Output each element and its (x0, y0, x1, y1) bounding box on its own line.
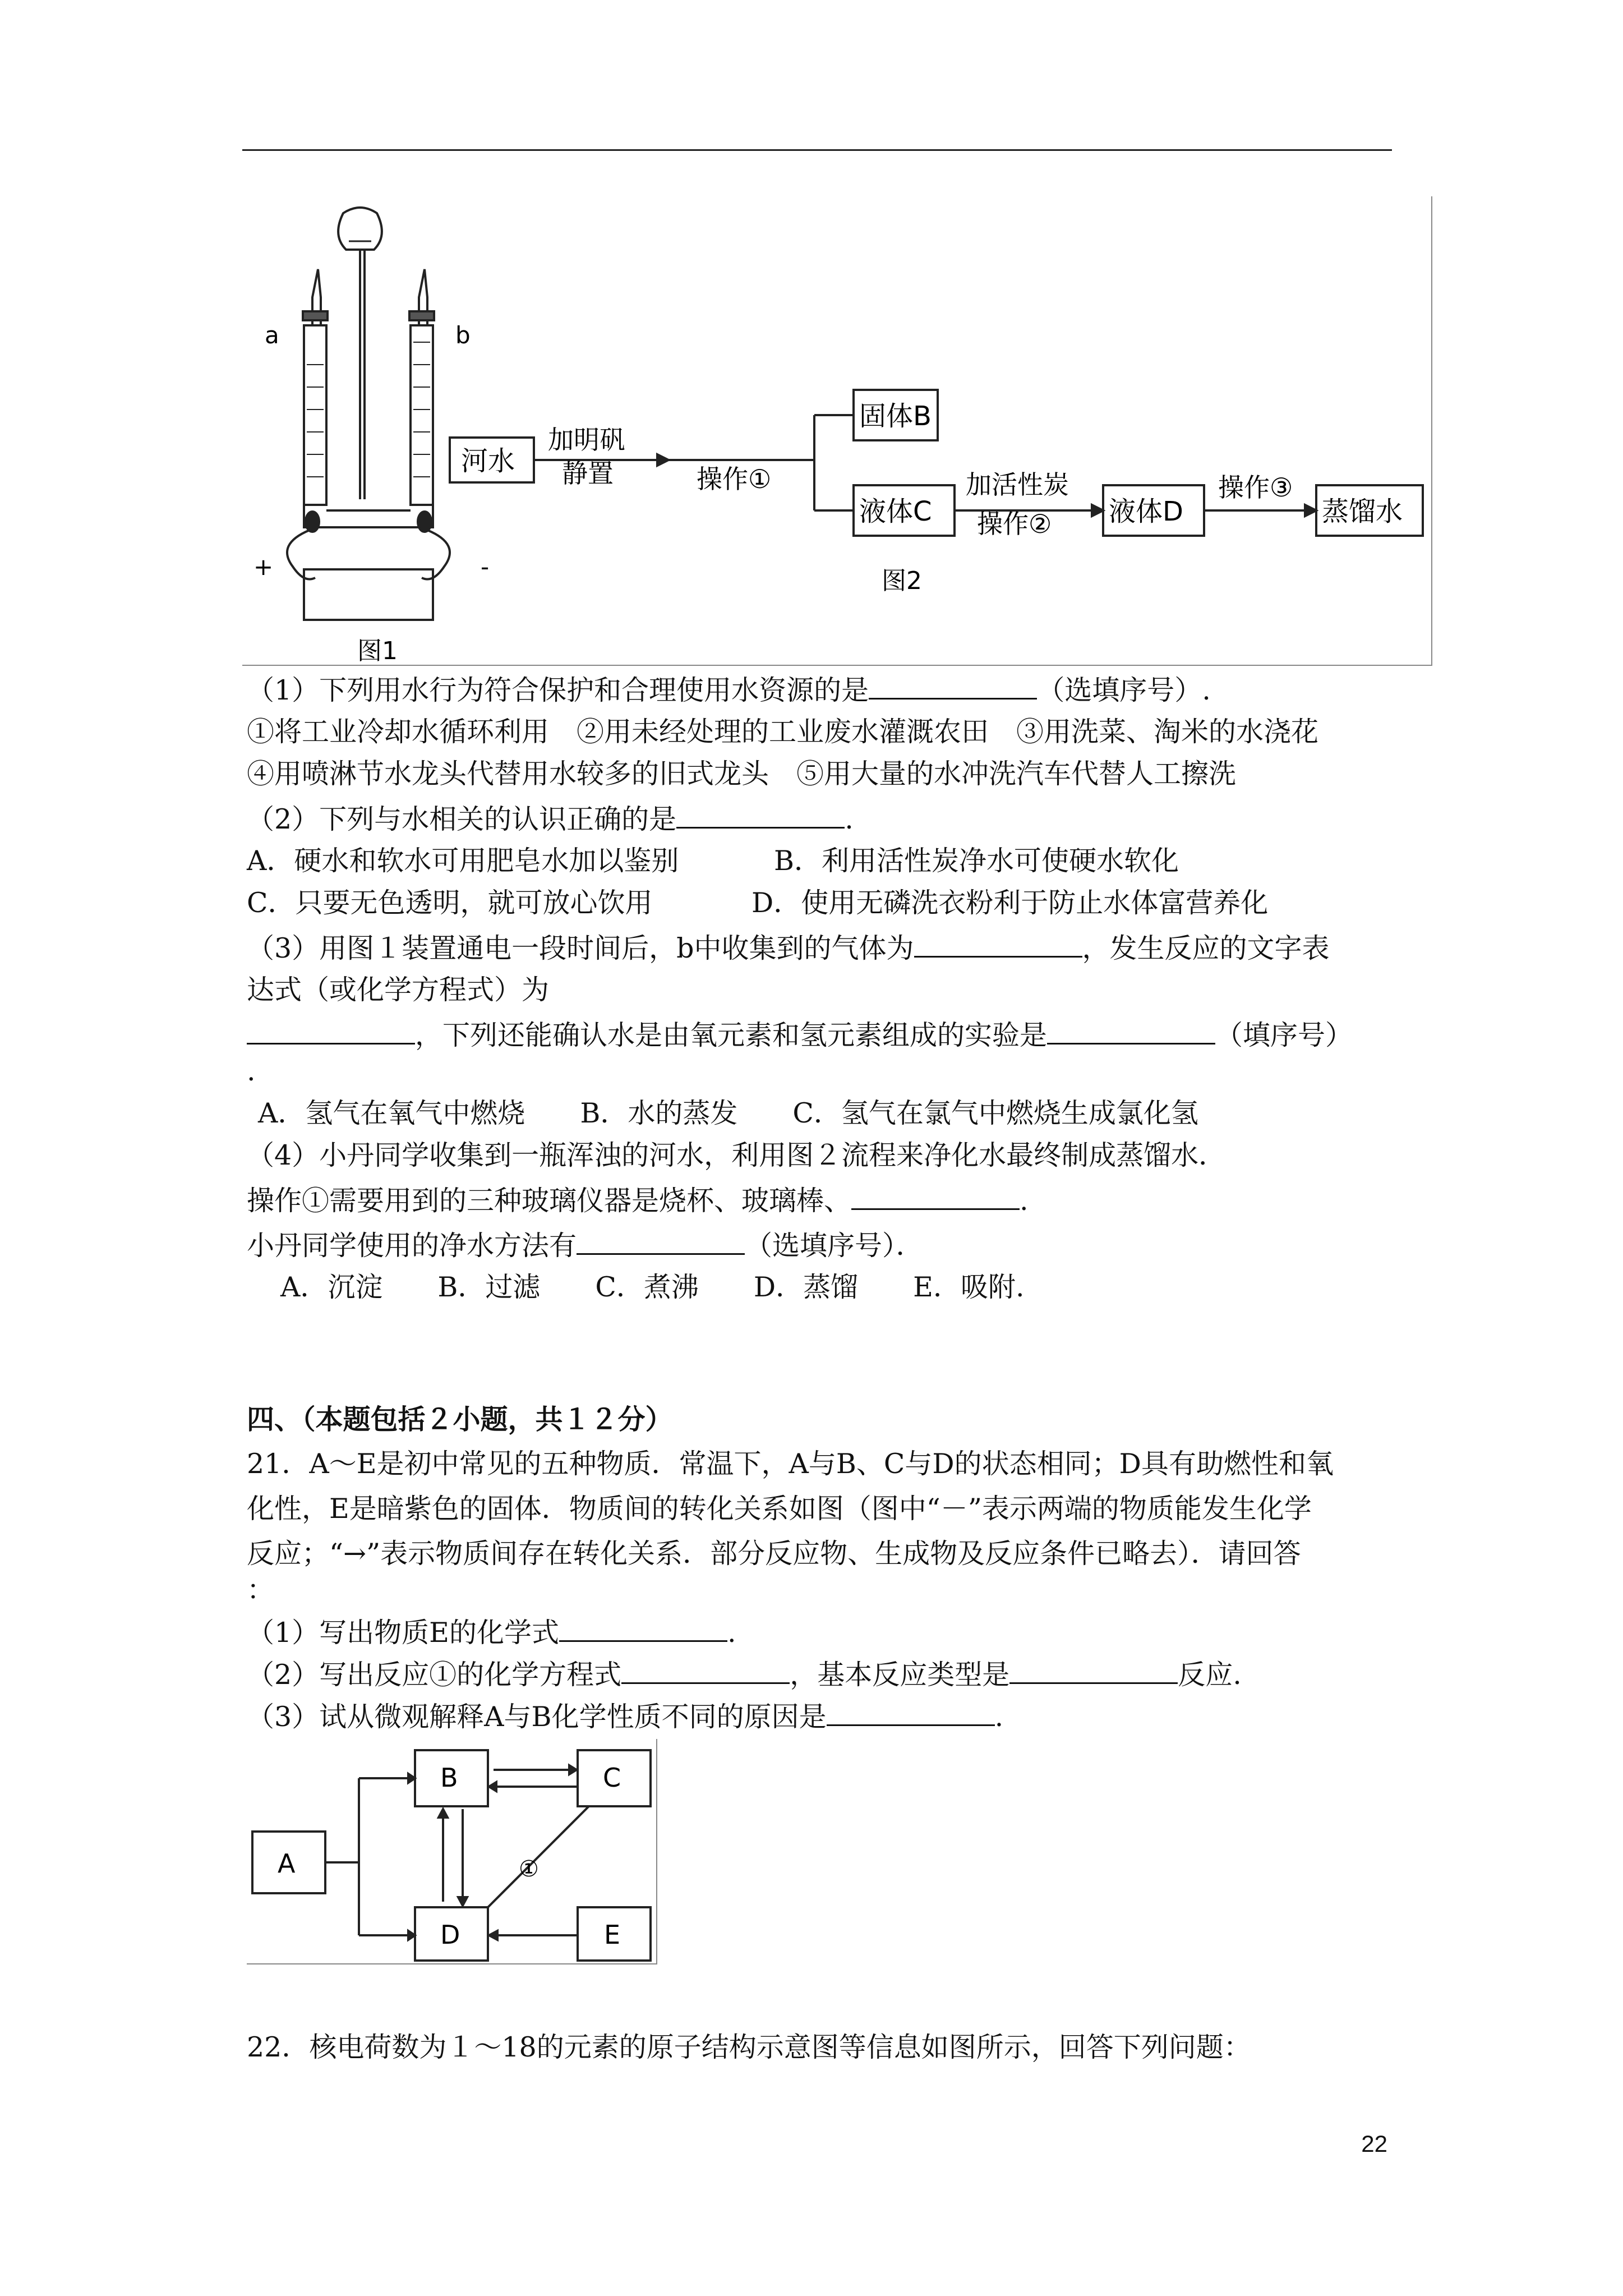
operation-2: 操作② (977, 509, 1052, 539)
operation-1: 操作① (697, 464, 772, 494)
q21-sub2: （2）写出反应①的化学方程式 ，基本反应类型是 反应. (247, 1659, 1242, 1691)
q22-line1: 22．核电荷数为１～18的元素的原子结构示意图等信息如图所示，回答下列问题： (247, 2031, 1251, 2063)
q21-sub3: （3）试从微观解释A与B化学性质不同的原因是 . (247, 1701, 1004, 1733)
add-alum: 加明矾 (548, 425, 625, 455)
answer-blank[interactable] (869, 673, 1037, 700)
node-b: B (440, 1763, 458, 1793)
figure2-caption: 图2 (882, 567, 922, 595)
q20-part3-options: A．氢气在氧气中燃烧 B．水的蒸发 C．氢气在氯气中燃烧生成氯化氢 (258, 1097, 1198, 1129)
q20-part3-dot: . (247, 1055, 256, 1087)
relations-svg (247, 1739, 656, 1963)
q20-part2-options-ab: A．硬水和软水可用肥皂水加以鉴别 B．利用活性炭净水可使硬水软化 (247, 845, 1179, 877)
operation-3: 操作③ (1218, 472, 1293, 503)
label-a: a (265, 321, 279, 349)
q21-line4: ： (247, 1574, 275, 1606)
answer-blank[interactable] (1047, 1018, 1215, 1045)
q20-part3-line3: ，下列还能确认水是由氧元素和氢元素组成的实验是 （填序号） (247, 1018, 1353, 1052)
q21-sub1: （1）写出物质E的化学式 . (247, 1617, 736, 1649)
figure-substance-relations (247, 1739, 657, 1964)
distilled-water: 蒸馏水 (1322, 496, 1403, 527)
q20-part4: （4）小丹同学收集到一瓶浑浊的河水，利用图２流程来净化水最终制成蒸馏水． (247, 1139, 1227, 1171)
answer-blank[interactable] (559, 1616, 727, 1642)
answer-blank[interactable] (914, 931, 1082, 958)
answer-blank[interactable] (577, 1228, 745, 1255)
answer-blank[interactable] (676, 802, 845, 829)
q20-part4-options: A．沉淀 B．过滤 C．煮沸 D．蒸馏 E．吸附. (280, 1271, 1025, 1303)
answer-blank[interactable] (621, 1658, 790, 1684)
electrolysis-apparatus (287, 208, 450, 620)
page-number: 22 (1361, 2131, 1387, 2157)
liquid-c: 液体C (859, 496, 932, 527)
q20-part4-line2: 操作①需要用到的三种玻璃仪器是烧杯、玻璃棒、 . (247, 1185, 1029, 1217)
node-e: E (604, 1920, 621, 1950)
node-c: C (603, 1763, 621, 1793)
node-d: D (440, 1920, 460, 1950)
q21-line1: 21．A～E是初中常见的五种物质．常温下，A与B、C与D的状态相同；D具有助燃性和氧 (247, 1448, 1334, 1480)
label-minus: - (481, 553, 490, 581)
liquid-d: 液体D (1109, 496, 1183, 527)
q20-part1-options-2: ④用喷淋节水龙头代替用水较多的旧式龙头 ⑤用大量的水冲洗汽车代替人工擦洗 (247, 758, 1237, 790)
q20-part2: （2）下列与水相关的认识正确的是 . (247, 803, 854, 835)
header-rule (242, 149, 1392, 151)
solid-b: 固体B (859, 401, 932, 432)
figure1-caption: 图1 (357, 637, 398, 665)
reaction-mark: ① (519, 1856, 539, 1882)
settle: 静置 (562, 458, 614, 489)
river-water: 河水 (461, 445, 515, 477)
q20-part4-line3: 小丹同学使用的净水方法有 （选填序号）． (247, 1230, 924, 1262)
answer-blank[interactable] (1009, 1658, 1178, 1684)
q20-part1-options-1: ①将工业冷却水循环利用 ②用未经处理的工业废水灌溉农田 ③用洗菜、淘米的水浇花 (247, 716, 1319, 748)
section-heading: 四、（本题包括２小题，共１２分） (247, 1403, 673, 1435)
answer-blank[interactable] (851, 1184, 1020, 1210)
q20-part2-options-cd: C．只要无色透明，就可放心饮用 D．使用无磷洗衣粉利于防止水体富营养化 (247, 887, 1269, 919)
q21-line2: 化性，E是暗紫色的固体．物质间的转化关系如图（图中“－”表示两端的物质能发生化学 (247, 1493, 1312, 1525)
q21-line3: 反应；“→”表示物质间存在转化关系．部分反应物、生成物及反应条件已略去）．请回答 (247, 1538, 1301, 1570)
node-a: A (278, 1848, 296, 1879)
answer-blank[interactable] (247, 1018, 415, 1045)
q20-part3-line2: 达式（或化学方程式）为 (247, 974, 550, 1006)
q20-part3: （3）用图１装置通电一段时间后，b中收集到的气体为 ，发生反应的文字表 (247, 932, 1330, 964)
figure-electrolysis-and-purification (242, 196, 1432, 666)
answer-blank[interactable] (827, 1700, 995, 1726)
add-activated-carbon: 加活性炭 (966, 470, 1069, 500)
q20-part1: （1）下列用水行为符合保护和合理使用水资源的是 （选填序号）. (247, 674, 1211, 706)
label-b: b (455, 321, 471, 349)
figure-svg (242, 196, 1431, 665)
label-plus: + (253, 553, 274, 581)
